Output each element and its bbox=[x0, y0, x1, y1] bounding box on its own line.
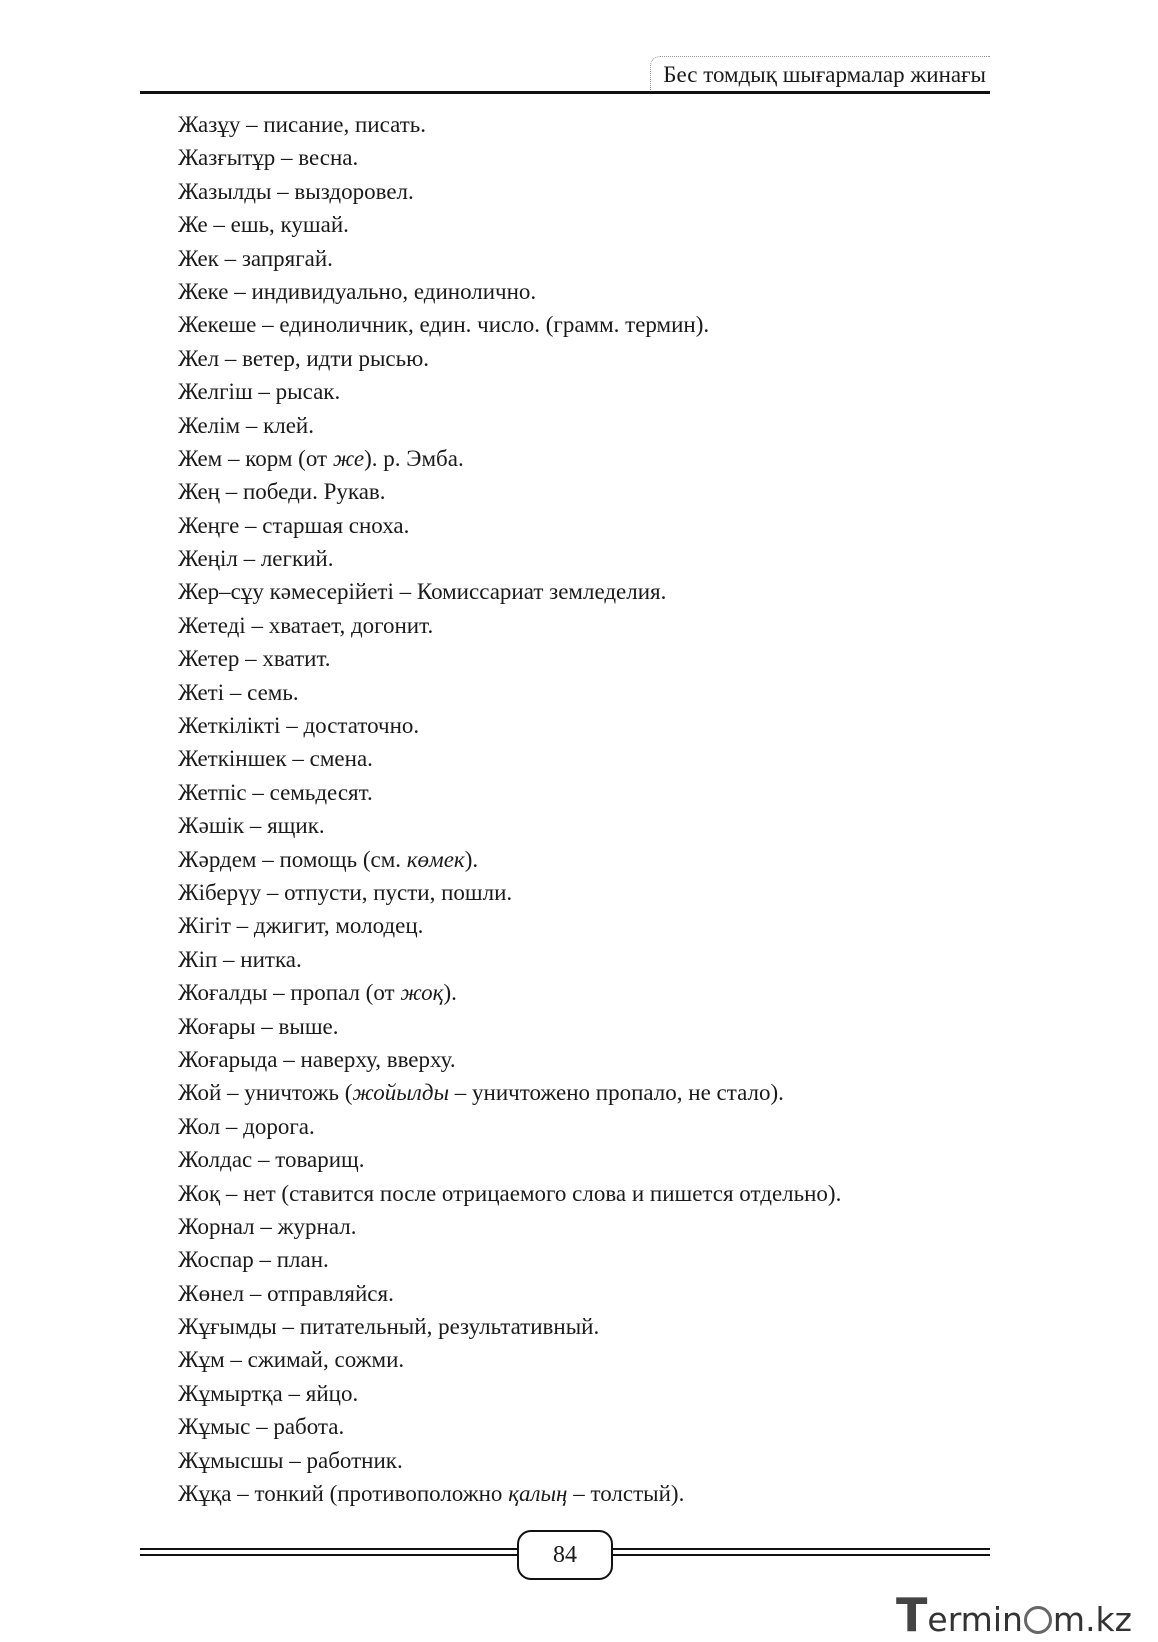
page-footer bbox=[140, 1530, 990, 1580]
glossary-entry bbox=[178, 542, 988, 575]
entry-text: Жекеше – единоличник, един. число. (грамм. термин). bbox=[178, 312, 710, 338]
entry-text: Жеткіншек – смена. bbox=[178, 746, 373, 772]
glossary-entry bbox=[178, 141, 988, 174]
glossary-entry bbox=[178, 509, 988, 542]
glossary-entry bbox=[178, 1377, 988, 1410]
glossary-entry bbox=[178, 843, 988, 876]
header-rule bbox=[140, 91, 990, 94]
entry-text: Жорнал – журнал. bbox=[178, 1213, 357, 1239]
glossary-entry bbox=[178, 1143, 988, 1176]
glossary-entry bbox=[178, 108, 988, 141]
entry-text: ). bbox=[443, 980, 457, 1006]
entry-text: Желгіш – рысак. bbox=[178, 379, 341, 405]
glossary-entry bbox=[178, 1310, 988, 1343]
entry-text: Жоғалды – пропал (от bbox=[178, 980, 401, 1006]
glossary-entry bbox=[178, 342, 988, 375]
entry-italic-term: жойылды bbox=[352, 1080, 450, 1106]
entry-text: Жәрдем – помощь (см. bbox=[178, 846, 407, 872]
entry-text: Жазғытұр – весна. bbox=[178, 145, 359, 171]
glossary-entry bbox=[178, 1277, 988, 1310]
entry-text: Жұм – сжимай, сожми. bbox=[178, 1347, 405, 1373]
entry-text: Жігіт – джигит, молодец. bbox=[178, 913, 424, 939]
book-title: Бес томдық шығармалар жинағы bbox=[663, 62, 986, 87]
entry-italic-term: же bbox=[332, 445, 365, 471]
entry-text: Жой – уничтожь ( bbox=[178, 1080, 353, 1106]
glossary-entry bbox=[178, 375, 988, 408]
header-tab bbox=[650, 56, 990, 93]
glossary-entry bbox=[178, 1076, 988, 1109]
glossary-entry bbox=[178, 943, 988, 976]
entry-text: Жеке – индивидуально, единолично. bbox=[178, 278, 537, 304]
entry-text: Жетеді – хватает, догонит. bbox=[178, 612, 434, 638]
entry-text: Жеткілікті – достаточно. bbox=[178, 713, 420, 739]
glossary-entry bbox=[178, 1010, 988, 1043]
glossary-entry bbox=[178, 642, 988, 675]
glossary-entry bbox=[178, 776, 988, 809]
entry-text: Жұмысшы – работник. bbox=[178, 1447, 403, 1473]
entry-text: Жұғымды – питательный, результативный. bbox=[178, 1314, 600, 1340]
glossary-entry bbox=[178, 575, 988, 608]
glossary-entry bbox=[178, 275, 988, 308]
glossary-entry bbox=[178, 409, 988, 442]
entry-text: Жұқа – тонкий (противоположно bbox=[178, 1481, 509, 1507]
footer-line-left-top bbox=[140, 1548, 520, 1550]
watermark-text-start: ermin bbox=[927, 1600, 1023, 1639]
entry-text: Жеңіл – легкий. bbox=[178, 546, 334, 572]
watermark-ring-icon bbox=[1024, 1606, 1052, 1634]
glossary-entry bbox=[178, 1444, 988, 1477]
entry-text: Жеті – семь. bbox=[178, 679, 299, 705]
glossary-entry bbox=[178, 709, 988, 742]
entry-text: Жел – ветер, идти рысью. bbox=[178, 345, 430, 371]
entry-text: – уничтожено пропало, не стало). bbox=[449, 1080, 784, 1106]
entry-text: Жөнел – отправляйся. bbox=[178, 1280, 394, 1306]
running-header bbox=[140, 54, 990, 94]
entry-italic-term: жоқ bbox=[400, 980, 444, 1006]
entry-text: Жол – дорога. bbox=[178, 1113, 315, 1139]
watermark-logo bbox=[896, 1588, 1132, 1642]
glossary-entry bbox=[178, 1477, 988, 1510]
watermark-big-letter: T bbox=[896, 1588, 928, 1642]
entry-text: Жіп – нитка. bbox=[178, 946, 302, 972]
entry-italic-term: қалың bbox=[508, 1481, 568, 1507]
glossary-entry bbox=[178, 1410, 988, 1443]
glossary-entry bbox=[178, 308, 988, 341]
glossary-entry bbox=[178, 909, 988, 942]
entry-text: ). bbox=[464, 846, 479, 872]
glossary-entry bbox=[178, 1343, 988, 1376]
entry-text: Жазұу – писание, писать. bbox=[178, 112, 426, 137]
page-number: 84 bbox=[553, 1541, 577, 1568]
glossary-entry bbox=[178, 609, 988, 642]
entry-text: Жоқ – нет (ставится после отрицаемого слова и пишется отдельно). bbox=[178, 1180, 842, 1206]
entry-text: Жең – победи. Рукав. bbox=[178, 479, 386, 505]
entry-text: Жетер – хватит. bbox=[178, 646, 331, 672]
entry-text: Жем – корм (от bbox=[178, 445, 333, 471]
footer-line-right-top bbox=[610, 1548, 990, 1550]
glossary-list bbox=[178, 108, 988, 1510]
glossary-entry bbox=[178, 1110, 988, 1143]
entry-text: Желім – клей. bbox=[178, 412, 314, 438]
glossary-entry bbox=[178, 742, 988, 775]
entry-text: Жәшік – ящик. bbox=[178, 813, 325, 839]
entry-text: – толстый). bbox=[567, 1481, 685, 1507]
entry-text: Жоғары – выше. bbox=[178, 1013, 339, 1039]
entry-text: Жазылды – выздоровел. bbox=[178, 178, 414, 204]
glossary-entry bbox=[178, 1043, 988, 1076]
page-number-box bbox=[517, 1530, 613, 1580]
entry-text: Жер–сұу кәмесерійеті – Комиссариат земледелия. bbox=[178, 579, 667, 605]
glossary-entry bbox=[178, 242, 988, 275]
entry-text: Же – ешь, кушай. bbox=[178, 212, 349, 238]
entry-text: Жоғарыда – наверху, вверху. bbox=[178, 1046, 456, 1072]
footer-line-right-bottom bbox=[610, 1554, 990, 1556]
footer-line-left-bottom bbox=[140, 1554, 520, 1556]
entry-text: Жоспар – план. bbox=[178, 1247, 329, 1273]
glossary-entry bbox=[178, 175, 988, 208]
entry-text: Жетпіс – семьдесят. bbox=[178, 779, 373, 805]
glossary-entry bbox=[178, 809, 988, 842]
entry-text: Жұмыртқа – яйцо. bbox=[178, 1380, 359, 1406]
glossary-entry bbox=[178, 208, 988, 241]
glossary-entry bbox=[178, 1243, 988, 1276]
entry-italic-term: көмек bbox=[406, 846, 465, 872]
glossary-entry bbox=[178, 676, 988, 709]
glossary-entry bbox=[178, 442, 988, 475]
entry-text: Жеңге – старшая сноха. bbox=[178, 512, 410, 538]
entry-text: Жіберүу – отпусти, пусти, пошли. bbox=[178, 879, 513, 905]
glossary-entry bbox=[178, 1210, 988, 1243]
glossary-entry bbox=[178, 1177, 988, 1210]
entry-text: Жұмыс – работа. bbox=[178, 1414, 345, 1440]
entry-text: ). р. Эмба. bbox=[364, 445, 464, 471]
glossary-entry bbox=[178, 475, 988, 508]
glossary-entry bbox=[178, 976, 988, 1009]
entry-text: Жолдас – товарищ. bbox=[178, 1147, 365, 1173]
glossary-entry bbox=[178, 876, 988, 909]
entry-text: Жек – запрягай. bbox=[178, 245, 333, 271]
watermark-text-end: m.kz bbox=[1052, 1600, 1132, 1639]
